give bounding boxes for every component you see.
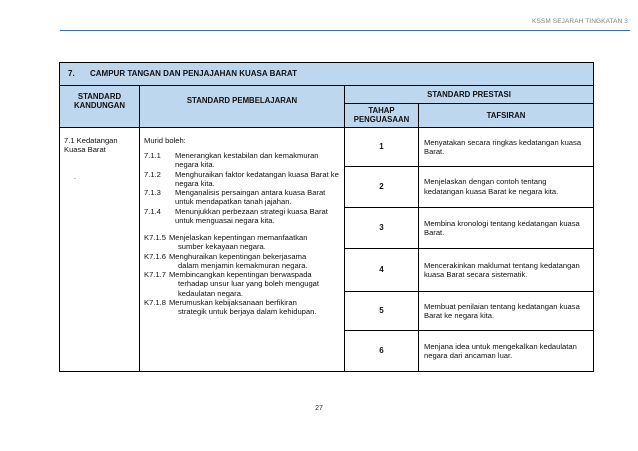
pembelajaran-text: Menunjukkan perbezaan strategi kuasa Barat untuk menguasai negara kita. <box>175 206 328 225</box>
header-tafsiran: TAFSIRAN <box>419 104 594 128</box>
nilai-text: Merumuskan kebijaksanaan berfikiran <box>168 297 297 307</box>
nilai-text-cont: sumber kekayaan negara. <box>178 242 266 252</box>
pembelajaran-item <box>144 170 340 189</box>
kandungan-text: 7.1 Kedatangan Kuasa Barat <box>64 135 118 155</box>
section-title-row <box>60 63 594 86</box>
tafsiran-cell: Menjana idea untuk mengekalkan kedaulatan negara dari ancaman luar. <box>419 330 594 371</box>
nilai-text: Menghuraikan kepentingan bekerjasama <box>168 251 307 261</box>
tahap-cell: 3 <box>345 207 419 248</box>
tahap-cell: 1 <box>345 127 419 166</box>
pembelajaran-text: Menghuraikan faktor kedatangan kuasa Barat ke negara kita. <box>175 169 339 188</box>
nilai-item <box>144 252 340 271</box>
kandungan-dot: . <box>74 174 76 182</box>
nilai-text-cont: terhadap unsur luar yang boleh mengugat kedaulatan negara. <box>178 279 320 298</box>
tahap-cell: 4 <box>345 248 419 291</box>
tafsiran-cell: Menjelaskan dengan contoh tentang kedatangan kuasa Barat ke negara kita. <box>419 166 594 207</box>
pembelajaran-item <box>144 207 340 226</box>
nilai-code: K7.1.8 <box>144 297 166 307</box>
pembelajaran-cell <box>140 127 345 371</box>
section-title: CAMPUR TANGAN DAN PENJAJAHAN KUASA BARAT <box>90 68 297 78</box>
nilai-code: K7.1.6 <box>144 251 166 261</box>
nilai-code: K7.1.7 <box>144 270 166 280</box>
pembelajaran-code: 7.1.4 <box>144 206 161 216</box>
tafsiran-cell: Membuat penilaian tentang kedatangan kuasa Barat ke negara kita. <box>419 292 594 331</box>
kandungan-cell <box>60 127 140 371</box>
nilai-text: Menjelaskan kepentingan memanfaatkan <box>168 233 308 243</box>
nilai-text-cont: strategik untuk berjaya dalam kehidupan. <box>178 307 317 317</box>
tafsiran-cell: Menyatakan secara ringkas kedatangan kuasa Barat. <box>419 127 594 166</box>
pembelajaran-code: 7.1.2 <box>144 169 161 179</box>
tafsiran-cell: Membina kronologi tentang kedatangan kuasa Barat. <box>419 207 594 248</box>
nilai-code: K7.1.5 <box>144 233 166 243</box>
nilai-item <box>144 233 340 252</box>
header-standard-prestasi: STANDARD PRESTASI <box>345 85 594 103</box>
pembelajaran-item <box>144 151 340 170</box>
header-divider <box>60 30 630 31</box>
pembelajaran-text: Menerangkan kestabilan dan kemakmuran negara kita. <box>175 151 319 170</box>
pembelajaran-code: 7.1.3 <box>144 188 161 198</box>
pembelajaran-text: Menganalisis persaingan antara kuasa Barat untuk mendapatkan tanah jajahan. <box>175 188 326 207</box>
header-standard-pembelajaran: STANDARD PEMBELAJARAN <box>140 85 345 127</box>
nilai-text-cont: dalam menjamin kemakmuran negara. <box>178 260 308 270</box>
tahap-cell: 5 <box>345 292 419 331</box>
nilai-item <box>144 270 340 298</box>
tahap-cell: 2 <box>345 166 419 207</box>
nilai-text: Membincangkan kepentingan berwaspada <box>168 270 312 280</box>
section-number: 7. <box>68 68 75 78</box>
nilai-item <box>144 298 340 317</box>
tahap-cell: 6 <box>345 330 419 371</box>
header-standard-kandungan: STANDARD KANDUNGAN <box>60 85 140 127</box>
page-number: 27 <box>315 405 323 412</box>
pembelajaran-intro: Murid boleh: <box>144 135 186 145</box>
header-tahap-penguasaan: TAHAP PENGUASAAN <box>345 104 419 128</box>
curriculum-table <box>59 62 594 372</box>
pembelajaran-item <box>144 188 340 207</box>
tafsiran-cell: Mencerakinkan maklumat tentang kedatangan kuasa Barat secara sistematik. <box>419 248 594 291</box>
document-header: KSSM SEJARAH TINGKATAN 3 <box>532 18 628 25</box>
pembelajaran-code: 7.1.1 <box>144 151 161 161</box>
